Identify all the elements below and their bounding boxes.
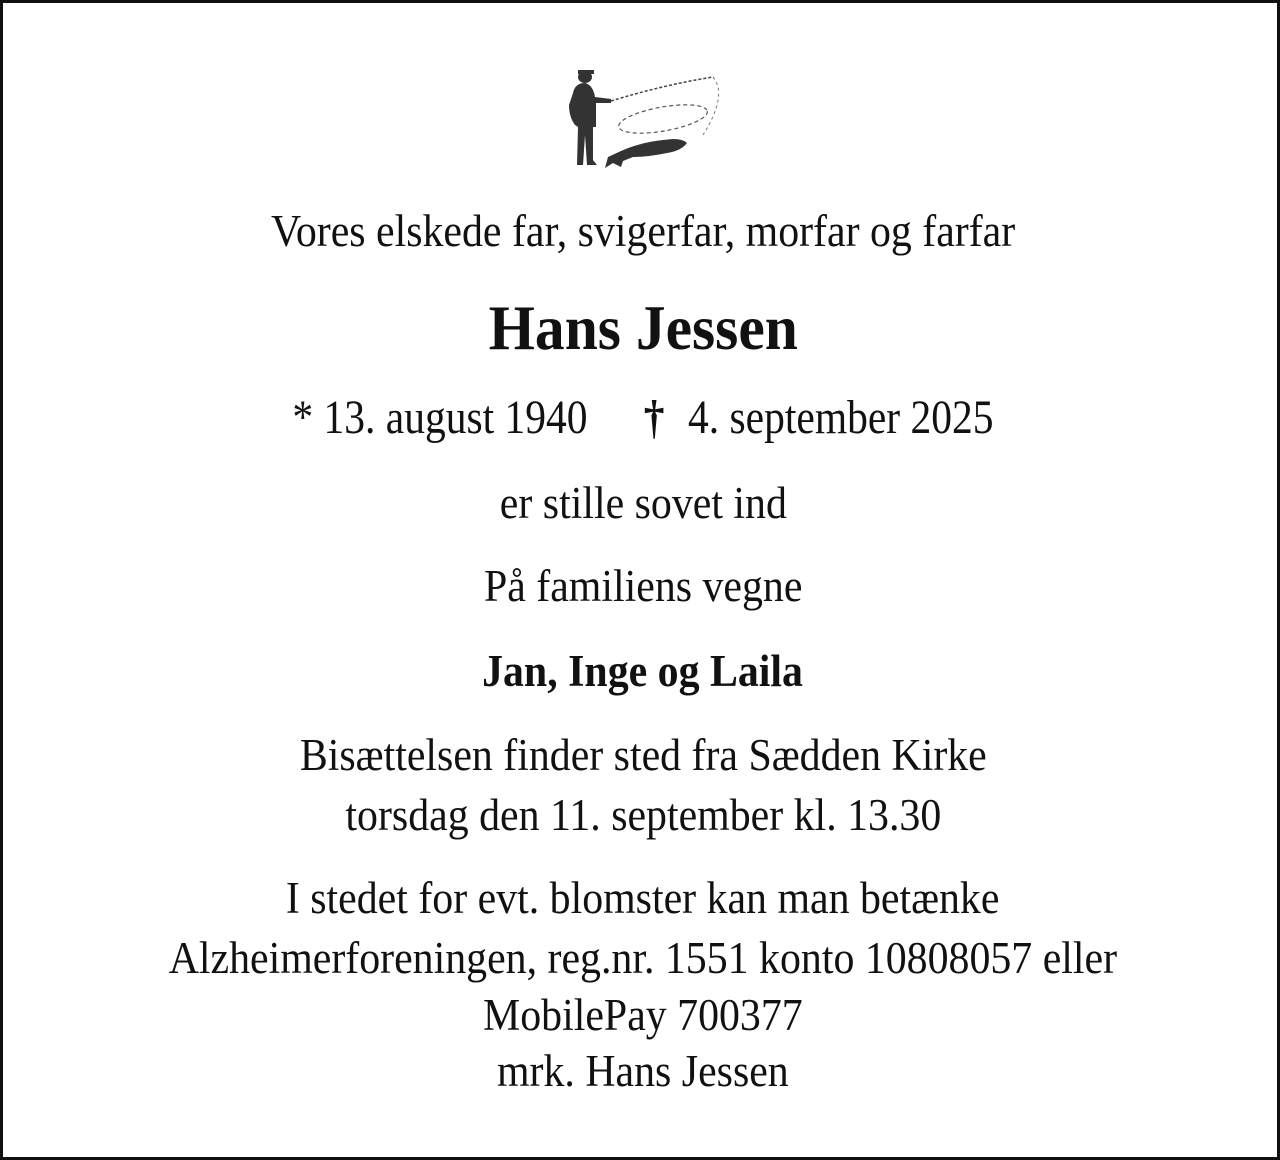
- on-behalf-line: På familiens vegne: [483, 561, 803, 611]
- funeral-line-2: torsdag den 11. september kl. 13.30: [345, 790, 941, 840]
- death-date: 4. september 2025: [688, 391, 994, 444]
- status-line: er stille sovet ind: [499, 478, 787, 528]
- fly-fisherman-icon: [563, 65, 728, 175]
- donation-line-1: I stedet for evt. blomster kan man betænke: [286, 873, 1000, 923]
- birth-date: * 13. august 1940: [292, 391, 588, 444]
- donation-line-2: Alzheimerforeningen, reg.nr. 1551 konto 10808057 eller: [168, 933, 1118, 983]
- life-dates: [3, 388, 1280, 448]
- funeral-line-1: Bisættelsen finder sted fra Sædden Kirke: [299, 730, 987, 780]
- donation-line-4: mrk. Hans Jessen: [497, 1046, 789, 1096]
- death-cross-icon: †: [643, 391, 665, 444]
- donation-line-3: MobilePay 700377: [483, 990, 803, 1040]
- intro-line: Vores elskede far, svigerfar, morfar og farfar: [270, 206, 1016, 256]
- signatories: Jan, Inge og Laila: [482, 646, 804, 696]
- deceased-name: Hans Jessen: [488, 292, 798, 363]
